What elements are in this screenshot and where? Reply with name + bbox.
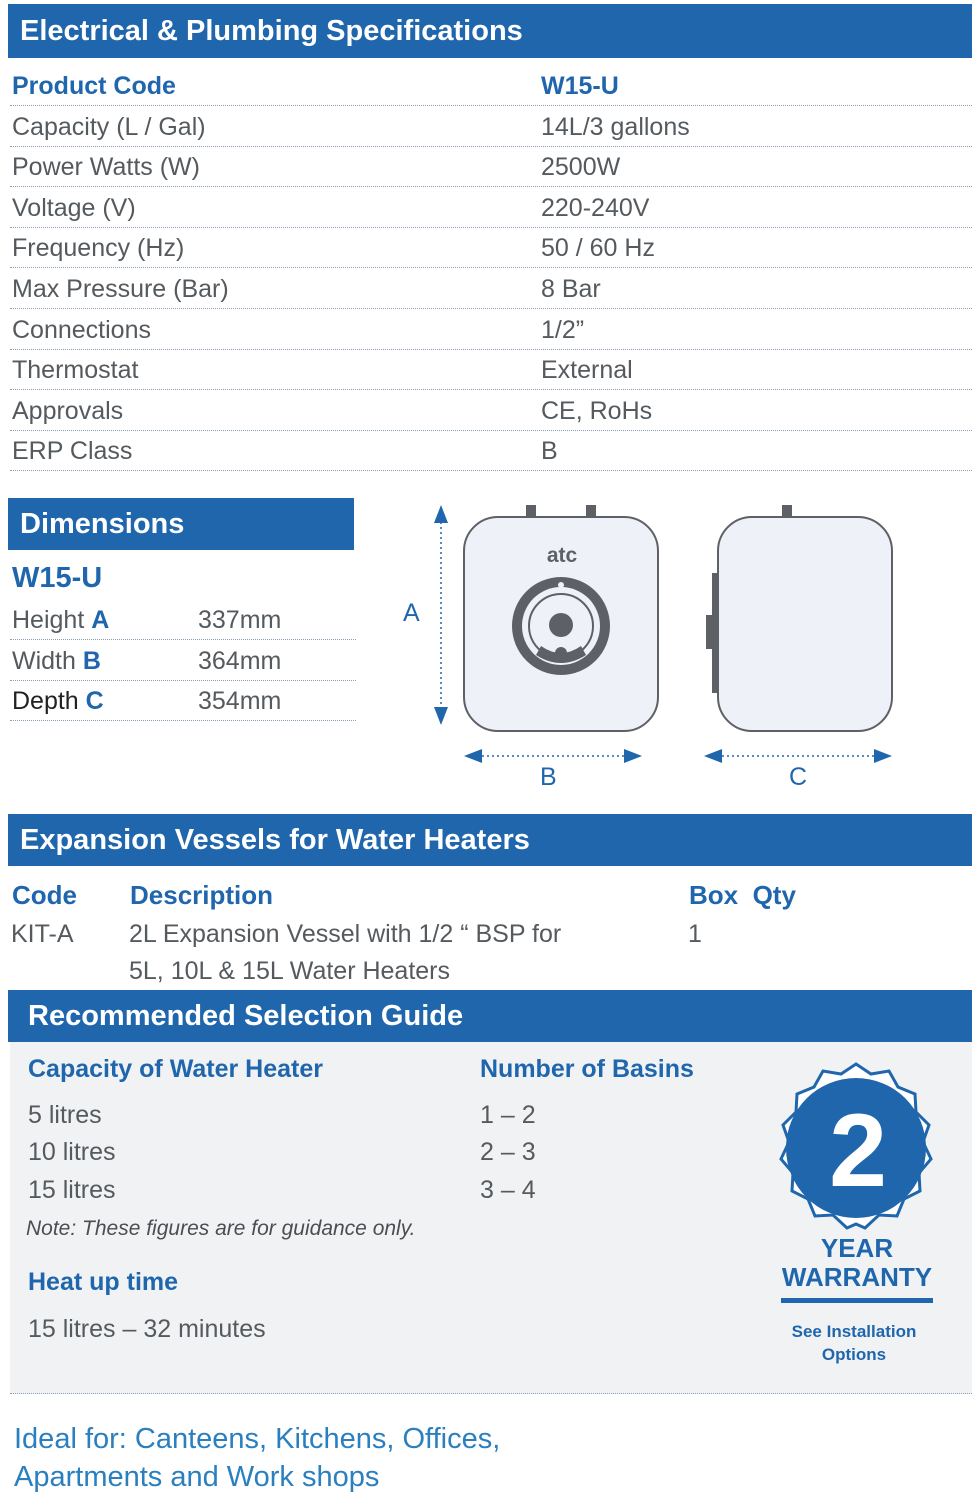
spec-value: 1/2” <box>541 316 585 344</box>
heat-up-value: 15 litres – 32 minutes <box>28 1315 266 1343</box>
dimensions-section-header <box>8 498 354 550</box>
dimension-value: 337mm <box>198 606 282 634</box>
vessels-section-title: Expansion Vessels for Water Heaters <box>20 823 530 856</box>
dimension-row-height <box>10 600 356 640</box>
vessel-box-qty: 1 <box>688 920 702 948</box>
warranty-line2: WARRANTY <box>781 1262 933 1292</box>
dimensions-model: W15-U <box>12 562 103 594</box>
spec-value: CE, RoHs <box>541 397 653 425</box>
guide-capacity: 15 litres <box>28 1176 116 1204</box>
spec-value: 220-240V <box>541 194 650 222</box>
dimension-row-width <box>10 641 356 681</box>
dimensions-section-title: Dimensions <box>20 507 185 540</box>
ideal-for-line2: Apartments and Work shops <box>14 1461 380 1493</box>
electrical-section-title: Electrical & Plumbing Specifications <box>20 14 523 47</box>
spec-header-value: W15-U <box>541 72 619 100</box>
spec-label: Connections <box>12 316 151 344</box>
vessels-col-box-qty: Box Qty <box>689 880 796 910</box>
spec-value: 8 Bar <box>541 275 601 303</box>
guide-basins: 2 – 3 <box>480 1138 536 1166</box>
spec-row-erp <box>10 431 972 471</box>
spec-label: Approvals <box>12 397 124 425</box>
guide-capacity: 5 litres <box>28 1101 102 1129</box>
dimension-letter: C <box>85 687 104 715</box>
dimension-value: 354mm <box>198 687 282 715</box>
heat-up-title: Heat up time <box>28 1268 179 1296</box>
spec-label: Capacity (L / Gal) <box>12 113 206 141</box>
spec-row-capacity <box>10 107 972 147</box>
spec-value: 14L/3 gallons <box>541 113 690 141</box>
dimension-value: 364mm <box>198 647 282 675</box>
guide-col-basins: Number of Basins <box>480 1055 694 1083</box>
spec-row-frequency <box>10 228 972 268</box>
spec-row-approvals <box>10 391 972 431</box>
warranty-line1: YEAR <box>820 1233 894 1263</box>
dimension-letter: A <box>91 606 110 634</box>
spec-value: B <box>541 437 558 465</box>
heater-front-view <box>464 505 658 731</box>
spec-header-row <box>10 66 972 106</box>
see-installation-link-line1[interactable]: See Installation <box>791 1322 917 1341</box>
spec-row-thermostat <box>10 350 972 390</box>
spec-row-power <box>10 147 972 187</box>
spec-label: Power Watts (W) <box>12 153 200 181</box>
guide-basins: 3 – 4 <box>480 1176 536 1204</box>
spec-row-connections <box>10 310 972 350</box>
diagram-label-a: A <box>403 599 420 627</box>
spec-row-voltage <box>10 188 972 228</box>
diagram-label-b: B <box>540 763 557 791</box>
depth-arrow <box>704 749 892 763</box>
heater-side-view <box>706 505 892 731</box>
vessels-section-header <box>8 814 972 866</box>
electrical-section-header <box>8 4 972 58</box>
heater-brand-logo: atc <box>546 544 578 567</box>
dimension-label: Height <box>12 606 85 634</box>
vessel-description-line1: 2L Expansion Vessel with 1/2 “ BSP for <box>129 920 562 948</box>
vessels-col-description: Description <box>130 880 274 910</box>
see-installation-link-line2[interactable]: Options <box>821 1345 887 1364</box>
spec-label: Thermostat <box>12 356 139 384</box>
dimension-label: Depth <box>12 687 79 715</box>
dimension-row-depth <box>10 681 356 721</box>
vessels-col-code: Code <box>12 880 77 910</box>
warranty-badge-icon <box>770 1062 942 1238</box>
heater-dimension-diagram <box>390 495 910 805</box>
spec-header-label: Product Code <box>12 72 176 100</box>
warranty-underline <box>781 1298 933 1303</box>
guide-section-header <box>8 990 972 1042</box>
height-arrow <box>434 505 448 725</box>
guide-col-capacity: Capacity of Water Heater <box>28 1055 323 1083</box>
spec-label: Max Pressure (Bar) <box>12 275 229 303</box>
guide-section-title: Recommended Selection Guide <box>28 999 464 1032</box>
guide-capacity: 10 litres <box>28 1138 116 1166</box>
spec-label: ERP Class <box>12 437 133 465</box>
spec-value: External <box>541 356 633 384</box>
spec-label: Frequency (Hz) <box>12 234 185 262</box>
spec-label: Voltage (V) <box>12 194 136 222</box>
guide-note: Note: These figures are for guidance only. <box>26 1217 416 1240</box>
dimension-label: Width <box>12 647 76 675</box>
spec-row-pressure <box>10 269 972 309</box>
width-arrow <box>464 749 642 763</box>
dimension-letter: B <box>82 647 101 675</box>
warranty-number: 2 <box>829 1093 887 1209</box>
guide-basins: 1 – 2 <box>480 1101 536 1129</box>
ideal-for-line1: Ideal for: Canteens, Kitchens, Offices, <box>14 1423 501 1455</box>
vessel-code: KIT-A <box>11 920 74 948</box>
diagram-label-c: C <box>789 763 808 791</box>
spec-value: 50 / 60 Hz <box>541 234 655 262</box>
vessel-description-line2: 5L, 10L & 15L Water Heaters <box>129 957 451 985</box>
spec-value: 2500W <box>541 153 621 181</box>
